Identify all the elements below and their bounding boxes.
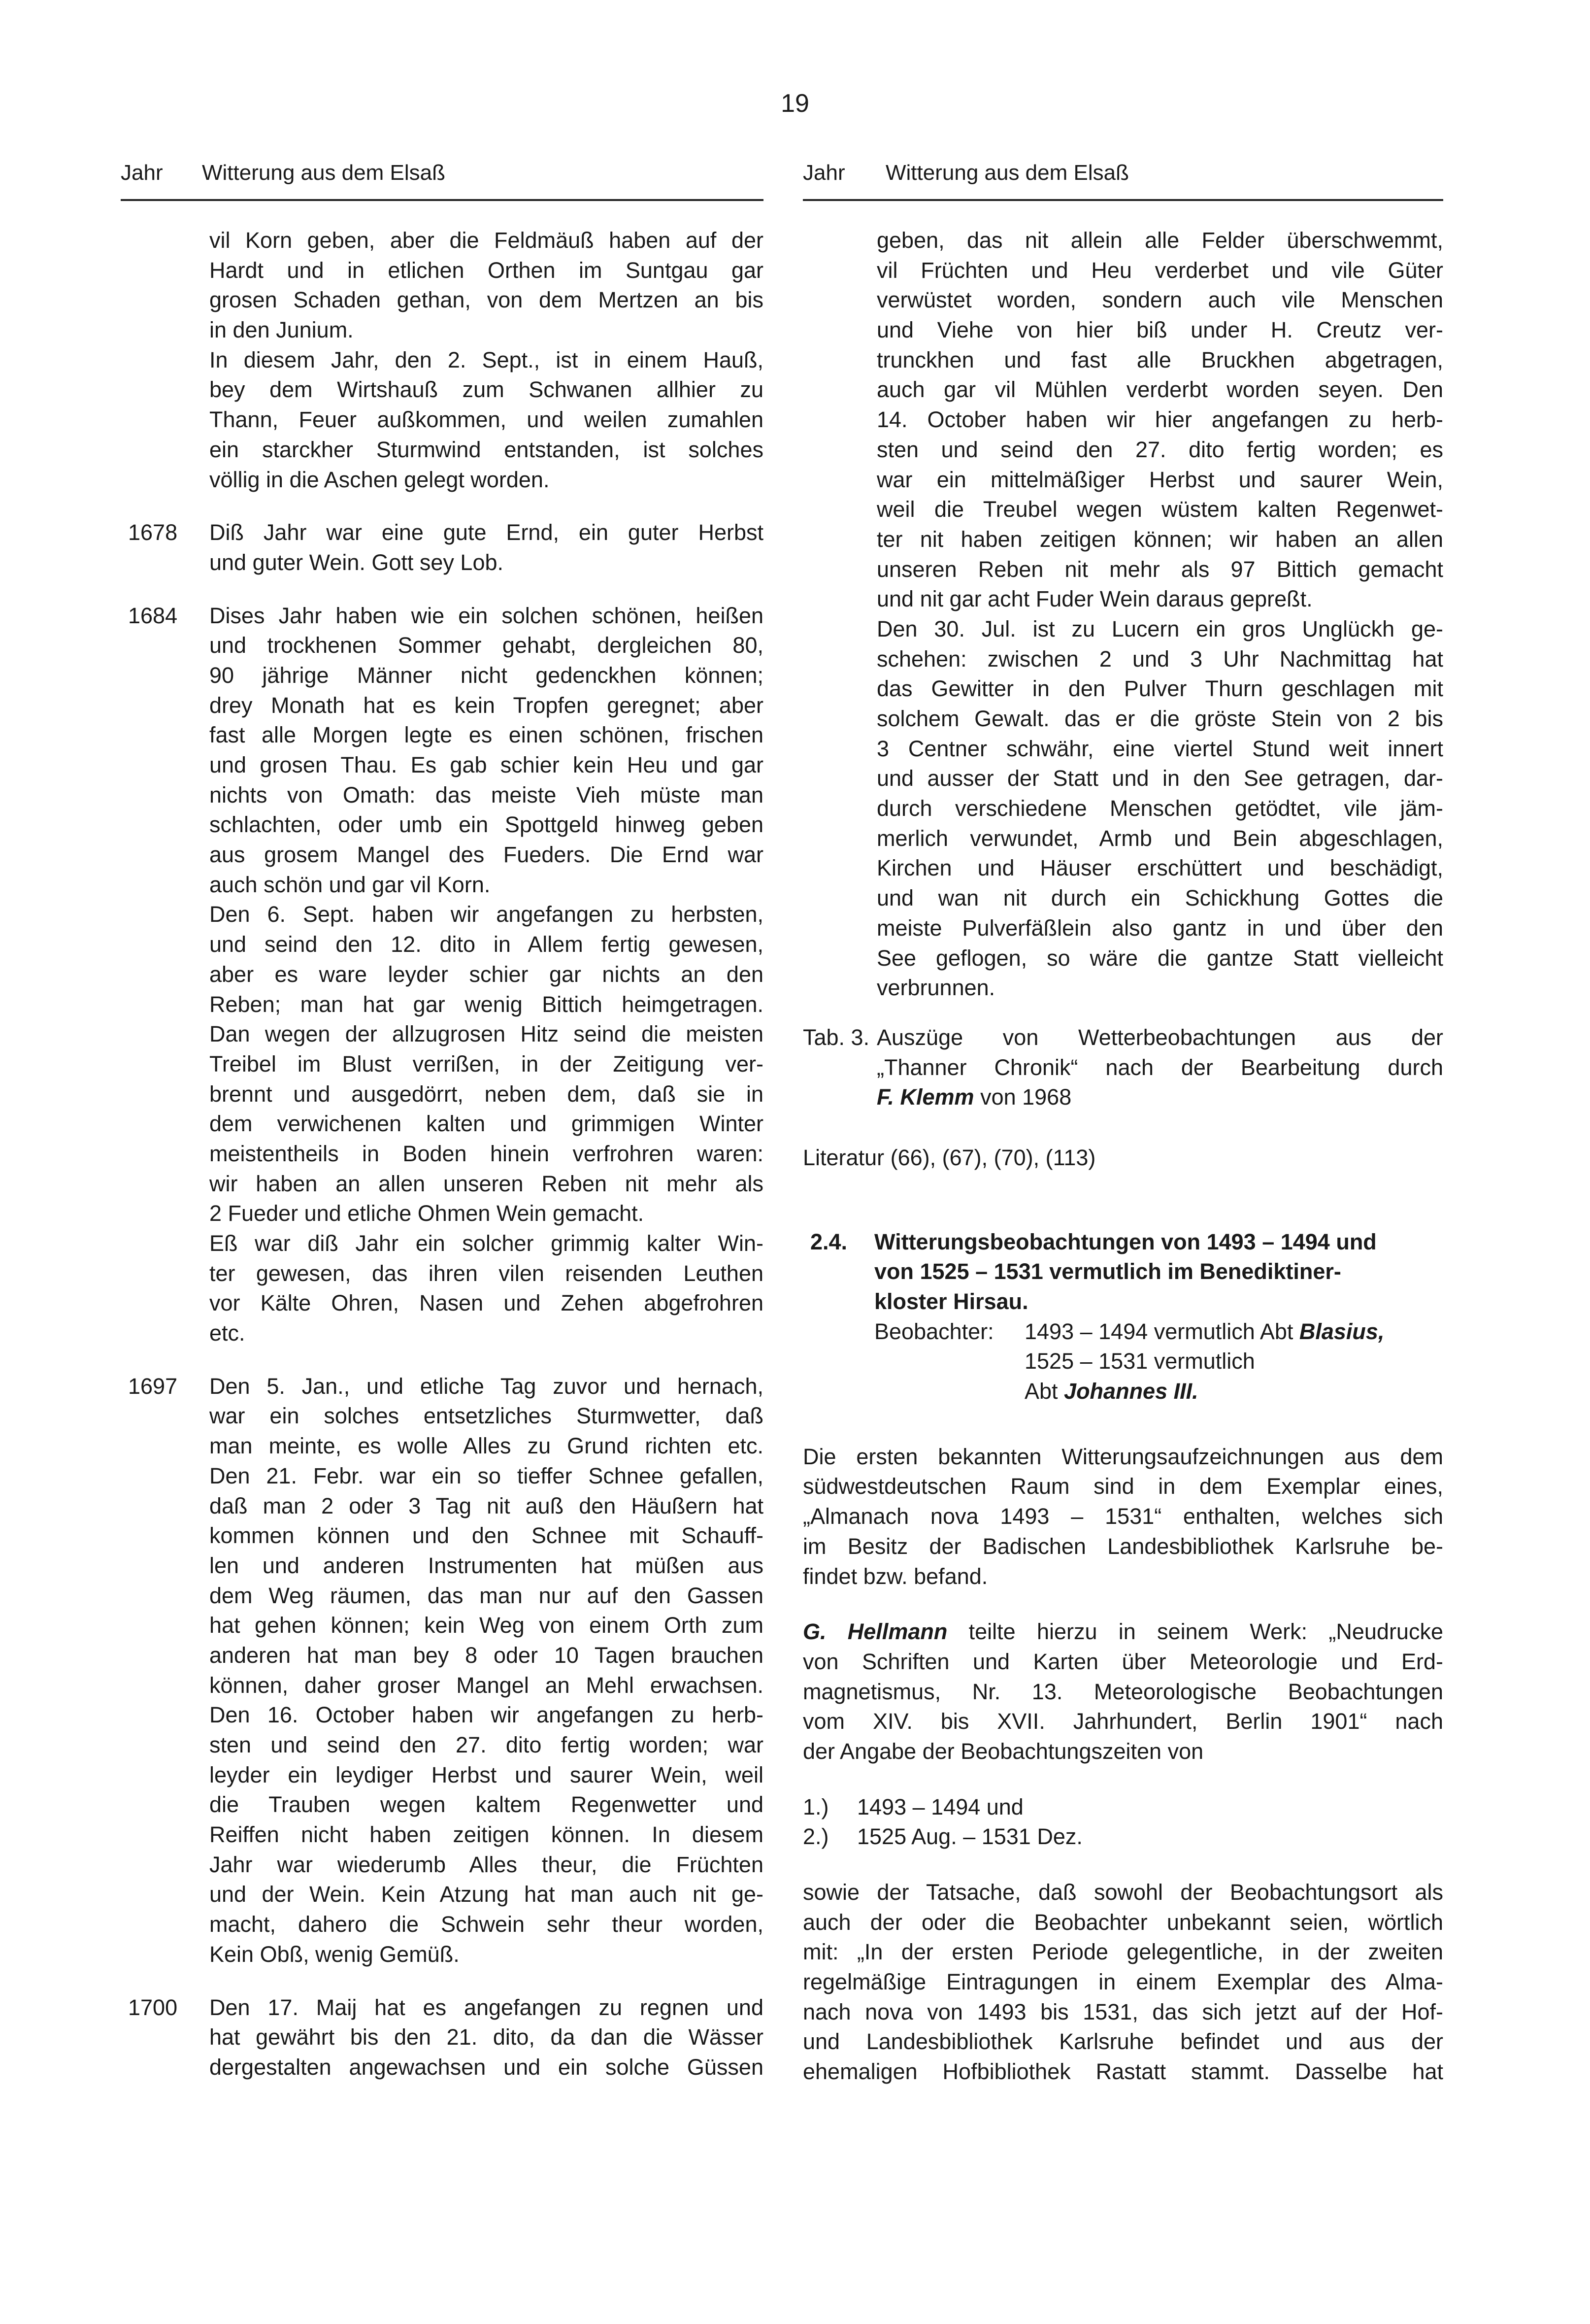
line-text: daß man 2 oder 3 Tag nit auß den Häußern hat xyxy=(209,1493,763,1518)
line-text: und der Wein. Kein Atzung hat man auch nit ge- xyxy=(209,1882,763,1907)
line-text: wir haben an allen unseren Reben nit mehr als xyxy=(209,1171,763,1196)
line-text: von Schriften und Karten über Meteorologie und Erd- xyxy=(803,1649,1443,1674)
text-line xyxy=(803,1562,1443,1592)
text-line xyxy=(121,1993,763,2023)
line-text: südwestdeutschen Raum sind in dem Exemplar eines, xyxy=(803,1474,1443,1499)
text-line xyxy=(121,1491,763,1521)
line-text: unseren Reben nit mehr als 97 Bittich gemacht xyxy=(877,556,1443,582)
text-line xyxy=(121,1139,763,1169)
line-text: die Trauben wegen kaltem Regenwetter und xyxy=(209,1792,763,1818)
left-column xyxy=(121,157,763,2083)
line-text: der Angabe der Beobachtungszeiten von xyxy=(803,1738,1204,1764)
text-line xyxy=(803,1997,1443,2027)
text-line xyxy=(121,435,763,465)
caption-label: Tab. 3. xyxy=(803,1024,870,1050)
entry-year: 1678 xyxy=(128,520,178,545)
line-text: im Besitz der Badischen Landesbibliothek Karlsruhe be- xyxy=(803,1533,1443,1559)
text-line xyxy=(121,720,763,750)
line-text: trunckhen und fast alle Bruckhen abgetragen, xyxy=(877,347,1443,372)
text-line xyxy=(803,465,1443,495)
line-text: 90 jährige Männer nicht gedenckhen können; xyxy=(209,662,763,688)
line-text: hat gehen können; kein Weg von einem Orth zum xyxy=(209,1613,763,1638)
line-text: Eß war diß Jahr ein solcher grimmig kalter Win- xyxy=(209,1231,763,1256)
line-text: dem Weg räumen, das man nur auf den Gassen xyxy=(209,1583,763,1608)
line-text: meiste Pulverfäßlein also gantz in und über den xyxy=(877,915,1443,941)
text-line xyxy=(121,1700,763,1730)
text-line xyxy=(121,1372,763,1402)
text-line xyxy=(121,631,763,661)
line-text: auch schön und gar vil Korn. xyxy=(209,872,491,897)
line-text: hat gewährt bis den 21. dito, da dan die Wässer xyxy=(209,2024,763,2050)
header-title: Witterung aus dem Elsaß xyxy=(886,161,1129,185)
line-text: sten und seind den 27. dito fertig worden; war xyxy=(209,1732,763,1757)
text-line xyxy=(803,226,1443,256)
line-text: „Almanach nova 1493 – 1531“ enthalten, welches sich xyxy=(803,1504,1443,1529)
line-text: verwüstet worden, sondern auch vile Menschen xyxy=(877,287,1443,313)
line-text: Den 5. Jan., und etliche Tag zuvor und hernach, xyxy=(209,1373,763,1399)
line-text: völlig in die Aschen gelegt worden. xyxy=(209,467,550,492)
line-text: ter nit haben zeitigen können; wir haben an allen xyxy=(877,526,1443,552)
text-line xyxy=(803,525,1443,555)
line-text: brennt und ausgedörrt, neben dem, daß sie in xyxy=(209,1081,763,1107)
text-line xyxy=(121,1461,763,1491)
text-line xyxy=(121,2022,763,2053)
observer-line xyxy=(803,1377,1443,1407)
line-text: vor Kälte Ohren, Nasen und Zehen abgefrohren xyxy=(209,1290,763,1316)
text-line xyxy=(121,1169,763,1199)
paragraph-text: G. Hellmann teilte hierzu in seinem Werk: „Neudrucke xyxy=(803,1619,1443,1645)
line-text: Den 16. October haben wir angefangen zu herb- xyxy=(209,1702,763,1728)
text-line xyxy=(803,2027,1443,2057)
text-line xyxy=(803,345,1443,375)
literature-text: Literatur (66), (67), (70), (113) xyxy=(803,1145,1096,1170)
text-line xyxy=(803,883,1443,913)
text-line xyxy=(121,1229,763,1259)
left-column-text xyxy=(121,226,763,2083)
caption-year: von 1968 xyxy=(974,1084,1072,1110)
header-title: Witterung aus dem Elsaß xyxy=(202,161,445,185)
line-text: dem verwichenen kalten und grimmigen Winter xyxy=(209,1111,763,1137)
text-line xyxy=(803,764,1443,794)
text-line xyxy=(803,853,1443,883)
text-line xyxy=(121,1671,763,1701)
text-line xyxy=(121,1820,763,1850)
text-line xyxy=(121,810,763,840)
text-line xyxy=(803,1878,1443,1908)
right-column xyxy=(803,157,1443,2087)
section-heading-line xyxy=(803,1257,1443,1287)
text-line xyxy=(121,960,763,990)
line-text: Kirchen und Häuser erschüttert und beschädigt, xyxy=(877,855,1443,881)
line-text: len und anderen Instrumenten hat müßen aus xyxy=(209,1552,763,1578)
text-line xyxy=(121,256,763,286)
line-text: meistentheils in Boden hinein verfrohren waren: xyxy=(209,1141,763,1166)
line-text: solchem Gewalt. das er die gröste Stein von 2 bis xyxy=(877,706,1443,731)
line-text: 2 Fueder und etliche Ohmen Wein gemacht. xyxy=(209,1201,644,1226)
text-line xyxy=(803,913,1443,943)
line-text: und nit gar acht Fuder Wein daraus gepreßt. xyxy=(877,586,1313,612)
header-rule xyxy=(121,199,763,201)
line-text: Dises Jahr haben wie ein solchen schönen, heißen xyxy=(209,603,763,628)
observer-line xyxy=(803,1347,1443,1377)
line-text: ehemaligen Hofbibliothek Rastatt stammt. Dasselbe hat xyxy=(803,2059,1443,2085)
line-text: vil Korn geben, aber die Feldmäuß haben auf der xyxy=(209,228,763,253)
text-line xyxy=(121,1019,763,1049)
list-item xyxy=(803,1792,1443,1822)
caption-text: Auszüge von Wetterbeobachtungen aus der xyxy=(877,1024,1443,1050)
line-text: drey Monath hat es kein Tropfen geregnet; aber xyxy=(209,692,763,718)
line-text: leyder ein leydiger Herbst und saurer Wein, weil xyxy=(209,1762,763,1787)
text-line xyxy=(803,704,1443,734)
text-line xyxy=(121,990,763,1020)
line-text: man meinte, es wolle Alles zu Grund richten etc. xyxy=(209,1433,763,1459)
text-line xyxy=(803,674,1443,704)
quote-paragraph xyxy=(803,1878,1443,2087)
section-title: von 1525 – 1531 vermutlich im Benediktiner- xyxy=(874,1259,1341,1284)
text-line xyxy=(803,1707,1443,1737)
text-line xyxy=(121,1431,763,1461)
text-line xyxy=(803,405,1443,435)
text-line xyxy=(803,584,1443,614)
line-text: Diß Jahr war eine gute Ernd, ein guter Herbst xyxy=(209,520,763,545)
text-line xyxy=(121,1199,763,1229)
line-text: 14. October haben wir hier angefangen zu herb- xyxy=(877,407,1443,433)
section-title: kloster Hirsau. xyxy=(874,1289,1028,1314)
line-text: magnetismus, Nr. 13. Meteorologische Beobachtungen xyxy=(803,1679,1443,1704)
text-line xyxy=(803,2057,1443,2087)
text-line xyxy=(121,465,763,495)
text-line xyxy=(803,375,1443,405)
line-text: etc. xyxy=(209,1320,245,1346)
cited-author: G. Hellmann xyxy=(803,1619,948,1645)
line-text: das Gewitter in den Pulver Thurn geschlagen mit xyxy=(877,676,1443,702)
left-column-header xyxy=(121,157,763,189)
line-text: Den 17. Maij hat es angefangen zu regnen und xyxy=(209,1994,763,2020)
caption-text: „Thanner Chronik“ nach der Bearbeitung durch xyxy=(877,1054,1443,1080)
text-line xyxy=(803,734,1443,764)
text-line xyxy=(121,1079,763,1110)
text-line xyxy=(121,1551,763,1581)
entry-spacer xyxy=(121,495,763,518)
observer-name: Johannes III. xyxy=(1064,1379,1198,1404)
line-text: merlich verwundet, Armb und Bein abgeschlagen, xyxy=(877,825,1443,851)
line-text: und Viehe von hier biß under H. Creutz ver- xyxy=(877,317,1443,343)
observer-text: 1525 – 1531 vermutlich xyxy=(1025,1348,1255,1374)
text-line xyxy=(121,900,763,930)
list-text: 1525 Aug. – 1531 Dez. xyxy=(857,1824,1083,1850)
line-text: grosen Schaden gethan, von dem Mertzen an bis xyxy=(209,287,763,313)
line-text: durch verschiedene Menschen getödtet, vile jäm- xyxy=(877,796,1443,821)
header-year-label: Jahr xyxy=(121,161,163,185)
line-text: ein starckher Sturmwind entstanden, ist solches xyxy=(209,437,763,462)
section-heading-line xyxy=(803,1287,1443,1317)
text-line xyxy=(121,285,763,315)
line-text: See geflogen, so wäre die gantze Statt vielleicht xyxy=(877,945,1443,971)
table-caption-line xyxy=(803,1082,1443,1112)
paragraph-line xyxy=(803,1617,1443,1647)
line-text: schlachten, oder umb ein Spottgeld hinweg geben xyxy=(209,812,763,838)
line-text: regelmäßige Eintragungen in einem Exemplar des Alma- xyxy=(803,1969,1443,1995)
observer-name: Blasius, xyxy=(1299,1318,1385,1344)
text-line xyxy=(121,548,763,578)
line-text: und grosen Thau. Es gab schier kein Heu und gar xyxy=(209,752,763,777)
entry-spacer xyxy=(121,1348,763,1372)
text-line xyxy=(803,1967,1443,1997)
observer-line xyxy=(803,1317,1443,1347)
chronicle-continuation xyxy=(803,226,1443,1003)
text-line xyxy=(121,1288,763,1318)
line-text: findet bzw. befand. xyxy=(803,1563,988,1589)
text-line xyxy=(121,1259,763,1289)
citation-paragraph xyxy=(803,1647,1443,1767)
line-text: geben, das nit allein alle Felder überschwemmt, xyxy=(877,228,1443,253)
line-text: vom XIV. bis XVII. Jahrhundert, Berlin 1901“ nach xyxy=(803,1709,1443,1734)
text-line xyxy=(803,1677,1443,1707)
right-column-header xyxy=(803,157,1443,189)
text-line xyxy=(803,1737,1443,1767)
section-title: Witterungsbeobachtungen von 1493 – 1494 und xyxy=(874,1229,1377,1254)
text-line xyxy=(121,1521,763,1551)
line-text: nach nova von 1493 bis 1531, das sich jetzt auf der Hof- xyxy=(803,1999,1443,2024)
text-line xyxy=(803,614,1443,644)
text-line xyxy=(121,750,763,780)
entry-spacer xyxy=(121,578,763,601)
line-text: war ein solches entsetzliches Sturmwetter, daß xyxy=(209,1403,763,1429)
line-text: Hardt und in etlichen Orthen im Suntgau gar xyxy=(209,257,763,283)
text-line xyxy=(121,1318,763,1348)
text-line xyxy=(121,1850,763,1880)
text-line xyxy=(121,1760,763,1790)
table-caption-line xyxy=(803,1053,1443,1083)
line-text: Den 30. Jul. ist zu Lucern ein gros Unglückh ge- xyxy=(877,616,1443,641)
line-text: sten und seind den 27. dito fertig worden; es xyxy=(877,437,1443,462)
line-text: Treibel im Blust verrißen, in der Zeitigung ver- xyxy=(209,1051,763,1077)
text-line xyxy=(803,495,1443,525)
line-text: Dan wegen der allzugrosen Hitz seind die meisten xyxy=(209,1021,763,1047)
text-line xyxy=(121,1611,763,1641)
text-line xyxy=(803,315,1443,345)
observer-label: Beobachter: xyxy=(874,1318,994,1344)
line-text: auch der oder die Beobachter unbekannt seien, wörtlich xyxy=(803,1909,1443,1935)
text-line xyxy=(121,226,763,256)
text-line xyxy=(121,601,763,631)
section-heading-line xyxy=(803,1227,1443,1257)
line-text: vil Früchten und Heu verderbet und vile Güter xyxy=(877,257,1443,283)
line-text: und guter Wein. Gott sey Lob. xyxy=(209,549,504,575)
text-line xyxy=(121,780,763,810)
line-text: können, daher groser Mangel an Mehl erwachsen. xyxy=(209,1672,763,1698)
text-line xyxy=(121,405,763,435)
text-line xyxy=(803,973,1443,1003)
text-line xyxy=(121,1940,763,1970)
list-item xyxy=(803,1822,1443,1852)
line-text: 3 Centner schwähr, eine viertel Stund weit innert xyxy=(877,736,1443,761)
line-text: in den Junium. xyxy=(209,317,354,343)
entry-year: 1684 xyxy=(128,603,178,628)
line-text: dergestalten angewachsen und ein solche Güssen xyxy=(209,2054,763,2080)
text-line xyxy=(803,1472,1443,1502)
line-text: weil die Treubel wegen wüstem kalten Regenwet- xyxy=(877,497,1443,522)
line-text: auch gar vil Mühlen verderbt worden seyen. Den xyxy=(877,377,1443,403)
entry-year: 1700 xyxy=(128,1994,178,2020)
text-line xyxy=(121,1581,763,1611)
text-line xyxy=(803,555,1443,585)
text-line xyxy=(803,1442,1443,1472)
text-line xyxy=(803,1502,1443,1532)
caption-text xyxy=(877,1082,1071,1112)
line-text: Die ersten bekannten Witterungsaufzeichnungen aus dem xyxy=(803,1444,1443,1469)
text-line xyxy=(121,691,763,721)
line-text: verbrunnen. xyxy=(877,975,995,1001)
line-text: nichts von Omath: das meiste Vieh müste man xyxy=(209,782,763,808)
line-text: macht, dahero die Schwein sehr theur worden, xyxy=(209,1912,763,1937)
list-text: 1493 – 1494 und xyxy=(857,1794,1024,1819)
text-line xyxy=(803,1908,1443,1938)
text-line xyxy=(121,870,763,900)
intro-paragraph xyxy=(803,1442,1443,1591)
line-text: schehen: zwischen 2 und 3 Uhr Nachmittag hat xyxy=(877,646,1443,672)
text-line xyxy=(121,1641,763,1671)
line-text: und seind den 12. dito in Allem fertig gewesen, xyxy=(209,932,763,957)
text-line xyxy=(121,1401,763,1431)
line-text: Thann, Feuer außkommen, und weilen zumahlen xyxy=(209,407,763,433)
text-line xyxy=(121,315,763,345)
line-text: kommen können und den Schnee mit Schauff- xyxy=(209,1523,763,1549)
entry-spacer xyxy=(121,1970,763,1993)
line-text: Kein Obß, wenig Gemüß. xyxy=(209,1941,460,1967)
list-number: 1.) xyxy=(803,1794,829,1819)
text-line xyxy=(121,2053,763,2083)
text-line xyxy=(121,1730,763,1760)
table-caption-line xyxy=(803,1023,1443,1053)
text-line xyxy=(803,644,1443,674)
observer-text: 1493 – 1494 vermutlich Abt Blasius, xyxy=(1025,1318,1385,1344)
line-text: anderen hat man bey 8 oder 10 Tagen brauchen xyxy=(209,1642,763,1668)
header-year-label: Jahr xyxy=(803,161,845,185)
text-line xyxy=(803,794,1443,824)
text-line xyxy=(803,1647,1443,1677)
entry-year: 1697 xyxy=(128,1373,178,1399)
text-line xyxy=(121,1910,763,1940)
observer-text: Abt Johannes III. xyxy=(1025,1379,1198,1404)
line-text: aus grosem Mangel des Fueders. Die Ernd war xyxy=(209,842,763,868)
line-text: und ausser der Statt und in den See getragen, dar- xyxy=(877,766,1443,791)
literature-reference xyxy=(803,1143,1443,1173)
period-list xyxy=(803,1792,1443,1852)
text-line xyxy=(803,1937,1443,1967)
line-text: In diesem Jahr, den 2. Sept., ist in einem Hauß, xyxy=(209,347,763,372)
text-line xyxy=(121,661,763,691)
line-text: Reben; man hat gar wenig Bittich heimgetragen. xyxy=(209,991,763,1017)
line-text: ter gewesen, das ihren vilen reisenden Leuthen xyxy=(209,1260,763,1286)
list-number: 2.) xyxy=(803,1824,829,1850)
line-text: Den 6. Sept. haben wir angefangen zu herbsten, xyxy=(209,902,763,927)
text-line xyxy=(121,1880,763,1910)
line-text: und wan nit durch ein Schickhung Gottes die xyxy=(877,885,1443,911)
section-number: 2.4. xyxy=(810,1229,848,1254)
line-text: fast alle Morgen legte es einen schönen, frischen xyxy=(209,722,763,748)
text-line xyxy=(121,1109,763,1139)
page-number: 19 xyxy=(781,89,809,118)
line-text: Den 21. Febr. war ein so tieffer Schnee gefallen, xyxy=(209,1463,763,1488)
text-line xyxy=(121,1049,763,1079)
text-line xyxy=(121,840,763,870)
line-text: und trockhenen Sommer gehabt, dergleichen 80, xyxy=(209,633,763,658)
header-rule xyxy=(803,199,1443,201)
caption-author: F. Klemm xyxy=(877,1084,974,1110)
text-line xyxy=(803,256,1443,286)
line-text: bey dem Wirtshauß zum Schwanen allhier zu xyxy=(209,377,763,403)
text-line xyxy=(803,1532,1443,1562)
text-line xyxy=(121,345,763,375)
text-line xyxy=(121,518,763,548)
line-text: sowie der Tatsache, daß sowohl der Beobachtungsort als xyxy=(803,1880,1443,1905)
line-text: Reiffen nicht haben zeitigen können. In diesem xyxy=(209,1822,763,1848)
line-text: aber es ware leyder schier gar nichts an den xyxy=(209,961,763,987)
text-line xyxy=(121,1790,763,1820)
line-text: Jahr war wiederumb Alles theur, die Früchten xyxy=(209,1852,763,1877)
text-line xyxy=(803,943,1443,974)
text-line xyxy=(121,375,763,405)
line-text: war ein mittelmäßiger Herbst und saurer Wein, xyxy=(877,467,1443,492)
text-line xyxy=(803,435,1443,465)
text-line xyxy=(803,285,1443,315)
line-text: und Landesbibliothek Karlsruhe befindet und aus der xyxy=(803,2029,1443,2055)
text-line xyxy=(121,930,763,960)
text-line xyxy=(803,824,1443,854)
line-text: mit: „In der ersten Periode gelegentliche, in der zweiten xyxy=(803,1939,1443,1965)
